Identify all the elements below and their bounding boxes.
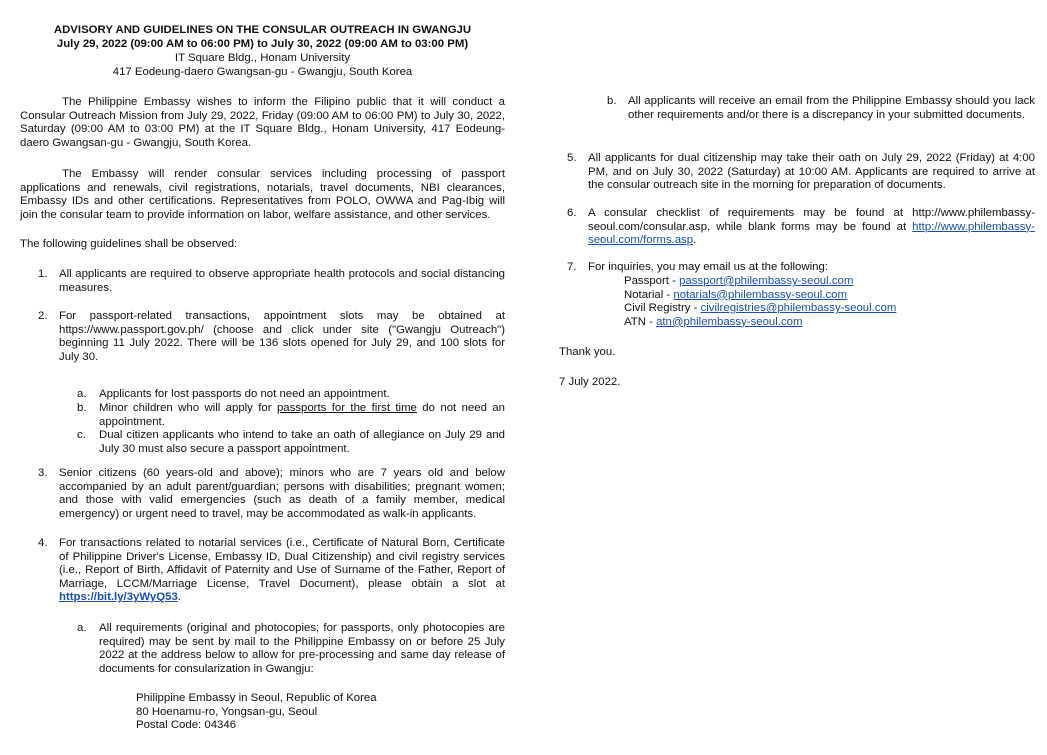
item-number: 4. <box>38 537 48 549</box>
contact-atn <box>624 316 1024 330</box>
address-line: Philippine Embassy in Seoul, Republic of Korea <box>136 692 377 704</box>
notarial-email-link[interactable]: notarials@philembassy-seoul.com <box>673 288 848 301</box>
item-text-end: . <box>177 591 181 604</box>
item-text: All requirements (original and photocopies; for passports, only photocopies are required) may be sent by mail to the Philippine Embassy on or before 25 July 2022 at the address below to allow for pre-processing and same day release of documents for consularization in Gwangju: <box>99 622 505 675</box>
passport-email-link[interactable]: passport@philembassy-seoul.com <box>679 275 854 287</box>
contact-passport <box>624 275 1024 289</box>
item-text-end: . <box>693 234 697 247</box>
item-text: All applicants will receive an email from the Philippine Embassy should you lack other requirements and/or there is a discrepancy in your submitted documents. <box>628 95 1035 121</box>
item-text: Applicants for lost passports do not need an appointment. <box>99 388 390 400</box>
item-text <box>99 402 505 429</box>
item-text <box>59 537 505 605</box>
item-text-end: do not need an appointment. <box>99 402 505 428</box>
slot-booking-link[interactable]: https://bit.ly/3yWyQ53 <box>59 591 178 604</box>
contact-civil-registry <box>624 302 1024 316</box>
address-line: Postal Code: 04346 <box>136 719 237 732</box>
item-number: 2. <box>38 310 48 322</box>
contact-label: Notarial - <box>624 288 674 301</box>
item-text: All applicants are required to observe appropriate health protocols and social distancing measures. <box>59 268 505 294</box>
forms-link[interactable]: http://www.philembassy-seoul.com/forms.asp <box>588 220 1035 247</box>
document-date: 7 July 2022. <box>559 376 621 388</box>
intro-paragraph-1: The Philippine Embassy wishes to inform the Filipino public that it will conduct a Consular Outreach Mission from July 29, 2022, Friday (09:00 AM to 06:00 PM) to July 30, 2022, Saturday (09:00 AM to 03:00 PM) at the IT Square Bldg., Honam University, 417 Eodeung-daero Gwangsan-gu - Gwangju, South Korea. <box>20 96 505 149</box>
item-text-start: Minor children who will apply for <box>99 402 277 414</box>
atn-email-link[interactable]: atn@philembassy-seoul.com <box>656 315 803 328</box>
contact-label: Passport - <box>624 275 680 287</box>
item-text: Senior citizens (60 years-old and above); minors who are 7 years old and below accompanied by an adult parent/guardian; persons with disabilities; pregnant women; and those with valid emergencies (such as death of a family member, medical emergency) or urgent need to travel, may be accommodated as walk-in applicants. <box>59 467 505 520</box>
intro-paragraph-2: The Embassy will render consular services including processing of passport applications and renewals, civil registrations, notarials, travel documents, NBI clearances, Embassy IDs and other certifications. Representatives from POLO, OWWA and Pag-Ibig will join the consular team to provide information on labor, welfare assistance, and other services. <box>20 168 505 221</box>
item-text <box>588 207 1035 248</box>
item-number: 7. <box>567 261 577 273</box>
contact-label: Civil Registry - <box>624 302 701 315</box>
underlined-phrase: passports for the first time <box>276 402 417 414</box>
item-text-start: For transactions related to notarial services (i.e., Certificate of Natural Born, Certificate of Philippine Driver's License, Embassy ID, Dual Citizenship) and civil registry services (i.e., Report of Birth, Affidavit of Paternity and Use of Surname of the Father, Report of Marriage, LCCM/Marriage License, Travel Document), please obtain a slot at <box>59 537 505 590</box>
document-dates: July 29, 2022 (09:00 AM to 06:00 PM) to July 30, 2022 (09:00 AM to 03:00 PM) <box>56 38 469 50</box>
item-letter: c. <box>77 429 86 441</box>
item-text: Dual citizen applicants who intend to take an oath of allegiance on July 29 and July 30 must also secure a passport appointment. <box>99 429 505 455</box>
item-letter: a. <box>77 622 87 634</box>
closing-thanks: Thank you. <box>559 346 616 358</box>
item-text-start: A consular checklist of requirements may be found at http://www.philembassy-seoul.com/consular.asp, while blank forms may be found at <box>588 207 1035 233</box>
item-text: All applicants for dual citizenship may take their oath on July 29, 2022 (Friday) at 4:00 PM, and on July 30, 2022 (Saturday) at 10:00 AM. Applicants are required to arrive at the consular outreach site in the morning for preparation of documents. <box>588 152 1035 192</box>
item-number: 6. <box>567 207 577 219</box>
document-title: ADVISORY AND GUIDELINES ON THE CONSULAR OUTREACH IN GWANGJU <box>53 24 472 36</box>
contact-notarial <box>624 289 1024 303</box>
contact-label: ATN - <box>624 315 657 328</box>
address-line: 80 Hoenamu-ro, Yongsan-gu, Seoul <box>136 705 318 718</box>
venue-name: IT Square Bldg., Honam University <box>174 52 351 64</box>
item-text: For passport-related transactions, appointment slots may be obtained at https://www.passport.gov.ph/ (choose and click under site ("Gwangju Outreach") beginning 11 July 2022. There will be 136 slots opened for July 29, and 100 slots for July 30. <box>59 310 505 363</box>
item-number: 1. <box>38 268 48 280</box>
contact-list <box>624 275 1024 329</box>
mailing-address <box>136 692 496 733</box>
item-letter: b. <box>77 402 87 414</box>
guidelines-lead: The following guidelines shall be observed: <box>20 238 238 250</box>
item-letter: a. <box>77 388 87 400</box>
civil-registry-email-link[interactable]: civilregistries@philembassy-seoul.com <box>700 302 897 315</box>
item-letter: b. <box>607 95 617 107</box>
item-text: For inquiries, you may email us at the following: <box>588 261 828 273</box>
venue-address: 417 Eodeung-daero Gwangsan-gu - Gwangju, South Korea <box>112 66 413 78</box>
item-number: 3. <box>38 467 48 479</box>
item-number: 5. <box>567 152 577 164</box>
